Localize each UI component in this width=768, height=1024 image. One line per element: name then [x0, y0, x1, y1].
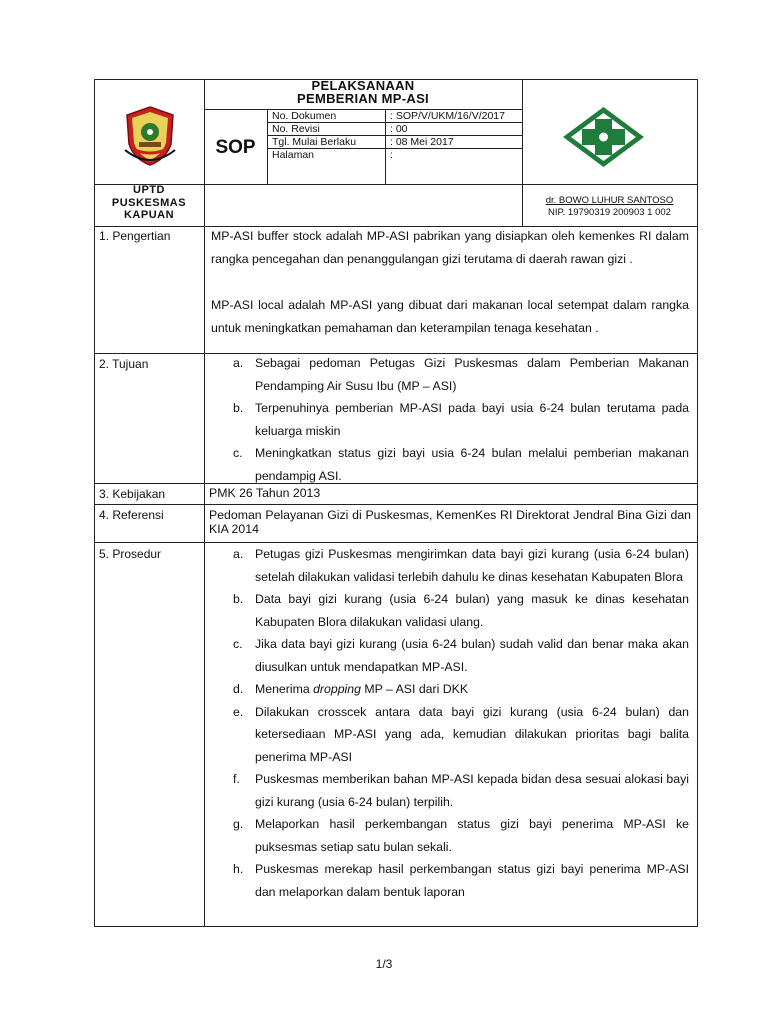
- list-marker: d.: [233, 682, 244, 696]
- list-marker: b.: [233, 592, 244, 606]
- list-item-text: Petugas gizi Puskesmas mengirimkan data bayi gizi kurang (usia 6-24 bulan) setelah dilakukan validasi terlebih dahulu ke dinas kesehatan Kabupaten Blora: [255, 547, 689, 584]
- pengertian-para-2: MP-ASI local adalah MP-ASI yang dibuat dari makanan local setempat dalam rangka untuk meningkatkan pemahaman dan keterampilan tenaga kesehatan .: [211, 298, 689, 335]
- list-item: [211, 678, 689, 701]
- list-marker: a.: [233, 547, 244, 561]
- list-item: [211, 442, 689, 487]
- title-line-2: PEMBERIAN MP-ASI: [297, 91, 429, 106]
- list-item-text: Jika data bayi gizi kurang (usia 6-24 bulan) sudah valid dan benar maka akan diusulkan untuk mendapatkan MP-ASI.: [255, 637, 689, 674]
- page-number: 1/3: [375, 957, 393, 971]
- list-item: [211, 813, 689, 858]
- list-item-text-after: MP – ASI dari DKK: [360, 682, 469, 696]
- org-line-2: PUSKESMAS: [111, 196, 187, 209]
- list-marker: h.: [233, 862, 244, 876]
- list-item: [211, 633, 689, 678]
- list-marker: c.: [233, 637, 243, 651]
- list-marker: g.: [233, 817, 244, 831]
- section-label-referensi: 4. Referensi: [99, 508, 164, 522]
- section-label-tujuan: 2. Tujuan: [99, 357, 149, 371]
- meta-value-page: :: [390, 149, 393, 161]
- org-line-1: UPTD: [133, 184, 165, 196]
- kebijakan-text: PMK 26 Tahun 2013: [209, 486, 321, 500]
- list-item-text: Puskesmas merekap hasil perkembangan status gizi bayi penerima MP-ASI dan melaporkan dalam bentuk laporan: [255, 862, 689, 899]
- document-title: [204, 79, 522, 105]
- list-marker: e.: [233, 704, 244, 719]
- list-item: [211, 858, 689, 903]
- list-item-text: Terpenuhinya pemberian MP-ASI pada bayi usia 6-24 bulan terutama pada keluarga miskin: [255, 401, 689, 438]
- list-item-text: Data bayi gizi kurang (usia 6-24 bulan) yang masuk ke dinas kesehatan Kabupaten Blora dilakukan validasi ulang.: [255, 592, 689, 629]
- list-item-text: Melaporkan hasil perkembangan status gizi bayi penerima MP-ASI ke puksesmas setiap satu bulan sekali.: [255, 817, 689, 854]
- list-item: [211, 588, 689, 633]
- list-marker: c.: [233, 446, 243, 460]
- meta-value-start-date: : 08 Mei 2017: [390, 136, 454, 148]
- list-item-text: Sebagai pedoman Petugas Gizi Puskesmas dalam Pemberian Makanan Pendamping Air Susu Ibu (MP – ASI): [255, 356, 689, 393]
- meta-value-doc-number: : SOP/V/UKM/16/V/2017: [390, 110, 505, 122]
- list-item: [211, 397, 689, 442]
- list-item-text: Puskesmas memberikan bahan MP-ASI kepada bidan desa sesuai alokasi bayi gizi kurang (usia 6-24 bulan) terpilih.: [255, 772, 689, 809]
- meta-value-revision: : 00: [390, 123, 408, 135]
- prosedur-list: [211, 543, 689, 903]
- list-item: [211, 352, 689, 397]
- signatory-name: dr. BOWO LUHUR SANTOSO: [545, 195, 674, 206]
- meta-label-page: Halaman: [272, 149, 315, 161]
- org-line-3: KAPUAN: [123, 209, 175, 221]
- signatory-nip: NIP. 19790319 200903 1 002: [548, 207, 671, 218]
- section-label-kebijakan: 3. Kebijakan: [99, 487, 166, 501]
- list-item-text: Dilakukan crosscek antara data bayi gizi kurang (usia 6-24 bulan) dan ketersediaan MP-ASI yang ada, kemudian dilakukan prioritas bagi balita penerima MP-ASI: [255, 704, 689, 764]
- list-item-text-before: Menerima: [255, 682, 314, 696]
- sop-label: SOP: [215, 137, 256, 158]
- list-item-text: Meningkatkan status gizi bayi usia 6-24 bulan melalui pemberian makanan pendampig ASI.: [255, 446, 689, 483]
- section-label-pengertian: 1. Pengertian: [99, 229, 171, 243]
- meta-label-start-date: Tgl. Mulai Berlaku: [272, 136, 357, 148]
- title-line-1: PELAKSANAAN: [311, 78, 415, 93]
- puskesmas-logo-icon: [561, 105, 646, 169]
- list-item-text-italic: dropping: [313, 682, 361, 696]
- regency-emblem-icon: [121, 104, 179, 168]
- section-label-prosedur: 5. Prosedur: [99, 547, 162, 561]
- list-item: [211, 768, 689, 813]
- tujuan-list: [211, 352, 689, 487]
- organization-name: [94, 184, 204, 222]
- referensi-text: Pedoman Pelayanan Gizi di Puskesmas, KemenKes RI Direktorat Jendral Bina Gizi dan KIA 2014: [209, 508, 691, 536]
- pengertian-para-1: MP-ASI buffer stock adalah MP-ASI pabrikan yang disiapkan oleh kemenkes RI dalam rangka pencegahan dan penanggulangan gizi terutama di daerah rawan gizi .: [211, 229, 689, 266]
- list-marker: f.: [233, 772, 240, 786]
- list-marker: b.: [233, 401, 244, 415]
- list-item: [211, 543, 689, 588]
- list-marker: a.: [233, 356, 244, 370]
- meta-label-doc-number: No. Dokumen: [272, 110, 337, 122]
- list-item: [211, 701, 689, 769]
- meta-label-revision: No. Revisi: [272, 123, 320, 135]
